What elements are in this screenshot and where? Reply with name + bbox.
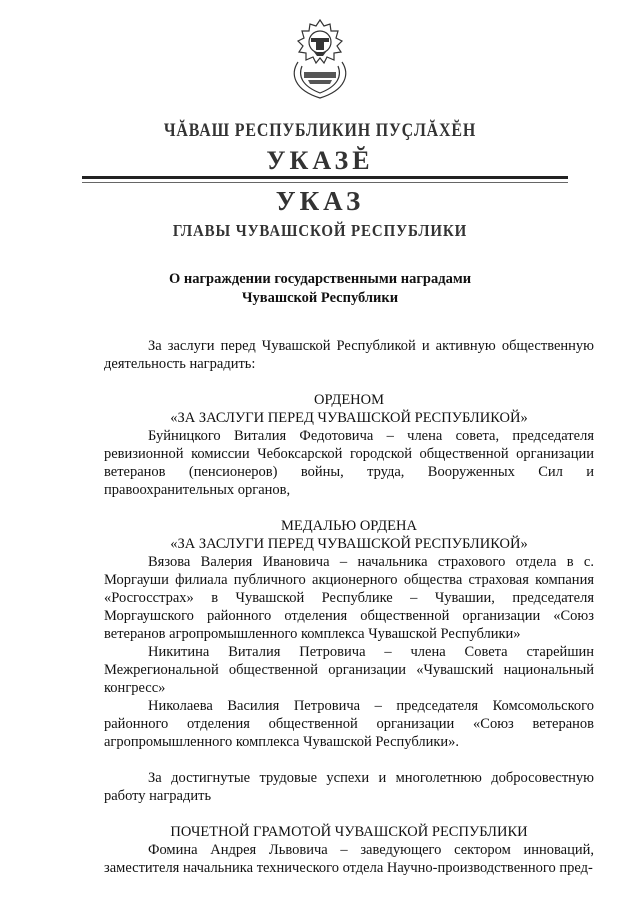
- medal-heading-name: «ЗА ЗАСЛУГИ ПЕРЕД ЧУВАШСКОЙ РЕСПУБЛИКОЙ»: [170, 536, 528, 552]
- document-title: [0, 270, 640, 308]
- medal-recipient-nikitin: Никитина Виталия Петровича – члена Совета старейшин Межрегиональной общественной организации «Чувашский национальный конгресс»: [104, 644, 594, 696]
- chuvash-decree-heading: УКАЗĔ: [266, 146, 374, 175]
- medal-recipient-nikolaev: Николаева Василия Петровича – председателя Комсомольского районного отделения общественной организации «Союз ветеранов агропромышленного комплекса Чувашской Республики».: [104, 698, 594, 750]
- title-line-1: О награждении государственными наградами: [168, 271, 472, 287]
- gramota-recipient: Фомина Андрея Львовича – заведующего сектором инноваций, заместителя начальника технического отдела Научно-производственного пред-: [104, 842, 594, 876]
- decree-body: [104, 337, 594, 877]
- intro-paragraph: За заслуги перед Чувашской Республикой и активную общественную деятельность наградить:: [104, 338, 594, 372]
- order-heading-name: «ЗА ЗАСЛУГИ ПЕРЕД ЧУВАШСКОЙ РЕСПУБЛИКОЙ»: [170, 410, 528, 426]
- coat-of-arms-emblem: [284, 16, 356, 102]
- divider-thin: [82, 182, 568, 183]
- order-heading: ОРДЕНОМ: [313, 392, 385, 408]
- russian-title-line: ГЛАВЫ ЧУВАШСКОЙ РЕСПУБЛИКИ: [172, 221, 468, 240]
- russian-decree-heading: УКАЗ: [275, 186, 365, 216]
- medal-heading: МЕДАЛЬЮ ОРДЕНА: [281, 518, 417, 534]
- chuvash-title-line: ЧĂВАШ РЕСПУБЛИКИН ПУҪЛĂХĔН: [163, 120, 477, 141]
- title-line-2: Чувашской Республики: [241, 290, 399, 306]
- divider-thick: [82, 176, 568, 179]
- medal-recipient-vyazov: Вязова Валерия Ивановича – начальника страхового отдела в с. Моргауши филиала публичного акционерного общества страховая компания «Росгосстрах» в Чувашской Республике – Чувашии, председателя Моргаушского районного отделения общественной организации «Союз ветеранов агропромышленного комплекса Чувашской Республики»: [104, 554, 594, 642]
- order-recipient: Буйницкого Виталия Федотовича – члена совета, председателя ревизионной комиссии Чебоксарской городской общественной организации ветеранов (пенсионеров) войны, труда, Вооруженных Сил и правоохранительных органов,: [104, 428, 594, 498]
- labor-intro-paragraph: За достигнутые трудовые успехи и многолетнюю добросовестную работу наградить: [104, 770, 594, 804]
- gramota-heading: ПОЧЕТНОЙ ГРАМОТОЙ ЧУВАШСКОЙ РЕСПУБЛИКИ: [170, 824, 528, 840]
